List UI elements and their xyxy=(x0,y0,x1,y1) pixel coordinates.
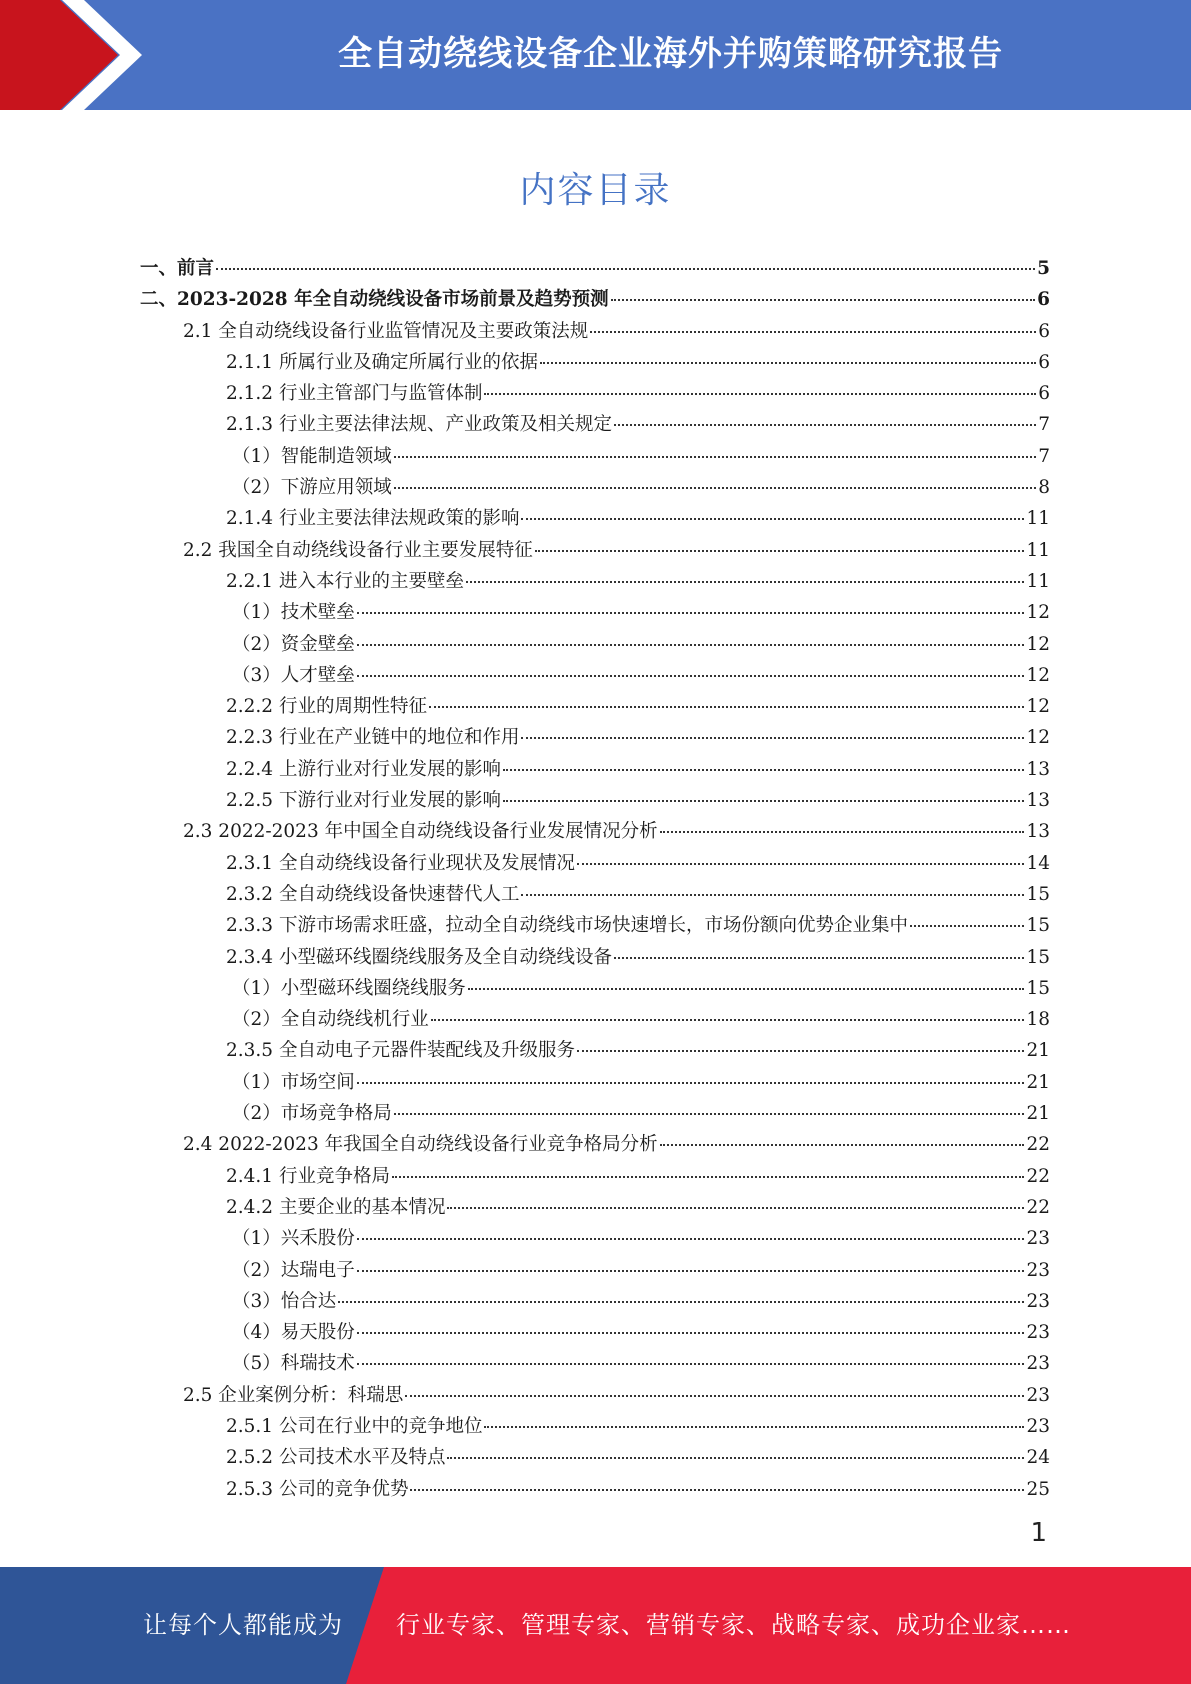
toc-entry[interactable] xyxy=(140,1099,1050,1130)
toc-entry-title: 2.3.2 全自动绕线设备快速替代人工 xyxy=(226,883,520,905)
toc-dot-leader xyxy=(357,1238,1025,1240)
toc-entry-page: 6 xyxy=(1038,351,1050,373)
toc-entry[interactable] xyxy=(140,1475,1050,1506)
toc-entry-title: 2.5.2 公司技术水平及特点 xyxy=(226,1447,446,1469)
toc-entry-page: 23 xyxy=(1026,1353,1050,1375)
toc-entry-page: 11 xyxy=(1026,539,1050,561)
toc-entry[interactable] xyxy=(140,849,1050,880)
toc-dot-leader xyxy=(521,894,1024,896)
toc-dot-leader xyxy=(431,1019,1025,1021)
toc-dot-leader xyxy=(466,581,1024,583)
toc-entry[interactable] xyxy=(140,567,1050,598)
toc-entry[interactable] xyxy=(140,1381,1050,1412)
toc-entry-title: 2.2.1 进入本行业的主要壁垒 xyxy=(226,570,464,592)
toc-entry-page: 8 xyxy=(1038,477,1050,499)
toc-entry[interactable] xyxy=(140,442,1050,473)
toc-entry-title: 二、2023-2028 年全自动绕线设备市场前景及趋势预测 xyxy=(140,289,609,311)
footer-slogan-right: 行业专家、管理专家、营销专家、战略专家、成功企业家…… xyxy=(396,1611,1071,1639)
toc-dot-leader xyxy=(357,1363,1025,1365)
toc-entry-page: 12 xyxy=(1026,664,1050,686)
toc-dot-leader xyxy=(357,612,1025,614)
toc-dot-leader xyxy=(484,1426,1024,1428)
toc-dot-leader xyxy=(614,957,1024,959)
toc-dot-leader xyxy=(392,1176,1024,1178)
toc-entry[interactable] xyxy=(140,473,1050,504)
footer-banner xyxy=(0,1567,1191,1684)
toc-entry[interactable] xyxy=(140,1005,1050,1036)
toc-dot-leader xyxy=(577,1050,1024,1052)
toc-entry[interactable] xyxy=(140,786,1050,817)
toc-entry[interactable] xyxy=(140,630,1050,661)
toc-entry[interactable] xyxy=(140,1256,1050,1287)
toc-dot-leader xyxy=(521,737,1024,739)
toc-entry-page: 7 xyxy=(1038,445,1050,467)
toc-entry-title: 2.2 我国全自动绕线设备行业主要发展特征 xyxy=(183,539,533,561)
toc-entry[interactable] xyxy=(140,598,1050,629)
toc-entry-page: 21 xyxy=(1026,1103,1050,1125)
toc-entry[interactable] xyxy=(140,1349,1050,1380)
toc-entry-title: （1）兴禾股份 xyxy=(232,1228,355,1250)
toc-entry-page: 15 xyxy=(1026,946,1050,968)
toc-entry[interactable] xyxy=(140,1036,1050,1067)
toc-dot-leader xyxy=(611,299,1036,301)
toc-entry[interactable] xyxy=(140,817,1050,848)
toc-entry-page: 24 xyxy=(1026,1447,1050,1469)
toc-entry-page: 12 xyxy=(1026,727,1050,749)
toc-entry[interactable] xyxy=(140,348,1050,379)
toc-entry[interactable] xyxy=(140,1412,1050,1443)
toc-entry-title: 2.1.2 行业主管部门与监管体制 xyxy=(226,383,483,405)
toc-entry[interactable] xyxy=(140,1287,1050,1318)
toc-entry-title: 2.3 2022-2023 年中国全自动绕线设备行业发展情况分析 xyxy=(183,821,658,843)
toc-dot-leader xyxy=(447,1457,1024,1459)
toc-entry-title: 2.5 企业案例分析：科瑞思 xyxy=(183,1384,404,1406)
footer-slogan-left: 让每个人都能成为 xyxy=(143,1611,343,1639)
toc-entry-title: 2.4 2022-2023 年我国全自动绕线设备行业竞争格局分析 xyxy=(183,1134,658,1156)
toc-entry-page: 22 xyxy=(1026,1165,1050,1187)
toc-entry-title: 2.2.5 下游行业对行业发展的影响 xyxy=(226,790,501,812)
toc-entry-page: 23 xyxy=(1026,1415,1050,1437)
toc-dot-leader xyxy=(357,675,1025,677)
toc-dot-leader xyxy=(447,1207,1024,1209)
toc-dot-leader xyxy=(540,362,1036,364)
toc-entry-page: 15 xyxy=(1026,977,1050,999)
toc-entry-page: 11 xyxy=(1026,508,1050,530)
toc-entry-title: 2.3.5 全自动电子元器件装配线及升级服务 xyxy=(226,1040,575,1062)
toc-dot-leader xyxy=(535,550,1025,552)
toc-entry-title: 2.5.3 公司的竞争优势 xyxy=(226,1478,409,1500)
toc-dot-leader xyxy=(910,925,1024,927)
toc-entry-title: 2.1.3 行业主要法律法规、产业政策及相关规定 xyxy=(226,414,612,436)
toc-entry-page: 23 xyxy=(1026,1384,1050,1406)
toc-entry[interactable] xyxy=(140,410,1050,441)
toc-entry-page: 15 xyxy=(1026,883,1050,905)
toc-entry-title: 2.2.3 行业在产业链中的地位和作用 xyxy=(226,727,520,749)
toc-entry-title: 2.4.1 行业竞争格局 xyxy=(226,1165,390,1187)
header-banner xyxy=(0,0,1191,110)
toc-entry-page: 7 xyxy=(1038,414,1050,436)
toc-entry[interactable] xyxy=(140,880,1050,911)
toc-entry-page: 13 xyxy=(1026,821,1050,843)
toc-entry[interactable] xyxy=(140,911,1050,942)
toc-entry-title: （1）小型磁环线圈绕线服务 xyxy=(232,977,466,999)
toc-entry-page: 22 xyxy=(1026,1196,1050,1218)
toc-entry-title: （3）怡合达 xyxy=(232,1290,337,1312)
toc-dot-leader xyxy=(521,518,1024,520)
toc-entry-title: （2）全自动绕线机行业 xyxy=(232,1009,429,1031)
toc-entry-title: （1）智能制造领域 xyxy=(232,445,392,467)
toc-entry-title: 2.3.4 小型磁环线圈绕线服务及全自动绕线设备 xyxy=(226,946,612,968)
toc-entry-title: 一、前言 xyxy=(140,258,215,279)
toc-entry-page: 23 xyxy=(1026,1228,1050,1250)
toc-dot-leader xyxy=(394,487,1036,489)
toc-entry[interactable] xyxy=(140,254,1050,285)
toc-entry[interactable] xyxy=(140,536,1050,567)
toc-entry[interactable] xyxy=(140,943,1050,974)
toc-entry-page: 23 xyxy=(1026,1322,1050,1344)
page-number: 1 xyxy=(1030,1518,1047,1548)
toc-dot-leader xyxy=(357,644,1025,646)
toc-entry-title: 2.2.2 行业的周期性特征 xyxy=(226,696,427,718)
toc-dot-leader xyxy=(429,706,1024,708)
toc-entry-title: （2）达瑞电子 xyxy=(232,1259,355,1281)
toc-entry-title: 2.3.3 下游市场需求旺盛，拉动全自动绕线市场快速增长，市场份额向优势企业集中 xyxy=(226,915,908,937)
toc-entry-title: 2.1.4 行业主要法律法规政策的影响 xyxy=(226,508,520,530)
toc-entry-title: （3）人才壁垒 xyxy=(232,664,355,686)
toc-entry-page: 23 xyxy=(1026,1290,1050,1312)
toc-entry[interactable] xyxy=(140,317,1050,348)
toc-entry[interactable] xyxy=(140,1443,1050,1474)
toc-entry[interactable] xyxy=(140,723,1050,754)
toc-entry-page: 6 xyxy=(1038,383,1050,405)
toc-dot-leader xyxy=(503,800,1024,802)
toc-entry-page: 23 xyxy=(1026,1259,1050,1281)
toc-entry[interactable] xyxy=(140,1068,1050,1099)
toc-dot-leader xyxy=(394,456,1036,458)
toc-entry[interactable] xyxy=(140,1162,1050,1193)
toc-entry-page: 12 xyxy=(1026,696,1050,718)
report-title: 全自动绕线设备企业海外并购策略研究报告 xyxy=(338,34,1003,74)
toc-entry-title: 2.1.1 所属行业及确定所属行业的依据 xyxy=(226,351,538,373)
toc-dot-leader xyxy=(338,1301,1024,1303)
toc-entry[interactable] xyxy=(140,1193,1050,1224)
toc-dot-leader xyxy=(614,424,1036,426)
toc-dot-leader xyxy=(577,863,1024,865)
toc-dot-leader xyxy=(484,393,1036,395)
toc-dot-leader xyxy=(660,831,1025,833)
toc-entry[interactable] xyxy=(140,1130,1050,1161)
toc-entry-page: 12 xyxy=(1026,602,1050,624)
toc-entry-title: 2.4.2 主要企业的基本情况 xyxy=(226,1196,446,1218)
toc-dot-leader xyxy=(503,769,1024,771)
toc-dot-leader xyxy=(590,331,1036,333)
toc-entry-page: 14 xyxy=(1026,852,1050,874)
toc-dot-leader xyxy=(357,1270,1025,1272)
toc-entry-page: 13 xyxy=(1026,790,1050,812)
toc-entry-page: 12 xyxy=(1026,633,1050,655)
toc-entry-title: 2.2.4 上游行业对行业发展的影响 xyxy=(226,758,501,780)
toc-entry-title: 2.1 全自动绕线设备行业监管情况及主要政策法规 xyxy=(183,320,589,342)
toc-heading: 内容目录 xyxy=(519,170,672,211)
toc-dot-leader xyxy=(394,1113,1025,1115)
toc-entry[interactable] xyxy=(140,974,1050,1005)
toc-entry-page: 22 xyxy=(1026,1134,1050,1156)
toc-entry[interactable] xyxy=(140,504,1050,535)
toc-entry-page: 21 xyxy=(1026,1040,1050,1062)
toc-entry-page: 25 xyxy=(1026,1478,1050,1500)
toc-entry-page: 18 xyxy=(1026,1009,1050,1031)
toc-entry-title: （4）易天股份 xyxy=(232,1322,355,1344)
toc-entry-title: （1）市场空间 xyxy=(232,1071,355,1093)
toc-entry-page: 21 xyxy=(1026,1071,1050,1093)
toc-dot-leader xyxy=(216,268,1035,270)
toc-entry-title: （2）市场竞争格局 xyxy=(232,1103,392,1125)
toc-entry-title: （2）资金壁垒 xyxy=(232,633,355,655)
toc-entry-page: 5 xyxy=(1037,258,1050,279)
toc-entry-title: 2.3.1 全自动绕线设备行业现状及发展情况 xyxy=(226,852,575,874)
toc-entry[interactable] xyxy=(140,755,1050,786)
toc-dot-leader xyxy=(357,1082,1025,1084)
toc-entry[interactable] xyxy=(140,379,1050,410)
table-of-contents xyxy=(140,254,1050,1506)
toc-dot-leader xyxy=(468,988,1025,990)
toc-dot-leader xyxy=(357,1332,1025,1334)
toc-entry[interactable] xyxy=(140,661,1050,692)
toc-entry-page: 6 xyxy=(1037,289,1050,311)
toc-dot-leader xyxy=(660,1144,1025,1146)
toc-entry-title: （2）下游应用领域 xyxy=(232,477,392,499)
toc-entry[interactable] xyxy=(140,1224,1050,1255)
toc-entry-title: （1）技术壁垒 xyxy=(232,602,355,624)
toc-entry-page: 11 xyxy=(1026,570,1050,592)
toc-dot-leader xyxy=(405,1395,1024,1397)
toc-entry[interactable] xyxy=(140,692,1050,723)
toc-entry-page: 6 xyxy=(1038,320,1050,342)
toc-entry-page: 13 xyxy=(1026,758,1050,780)
toc-entry-page: 15 xyxy=(1026,915,1050,937)
toc-entry[interactable] xyxy=(140,285,1050,316)
toc-entry[interactable] xyxy=(140,1318,1050,1349)
toc-dot-leader xyxy=(410,1489,1024,1491)
toc-entry-title: （5）科瑞技术 xyxy=(232,1353,355,1375)
toc-entry-title: 2.5.1 公司在行业中的竞争地位 xyxy=(226,1415,483,1437)
